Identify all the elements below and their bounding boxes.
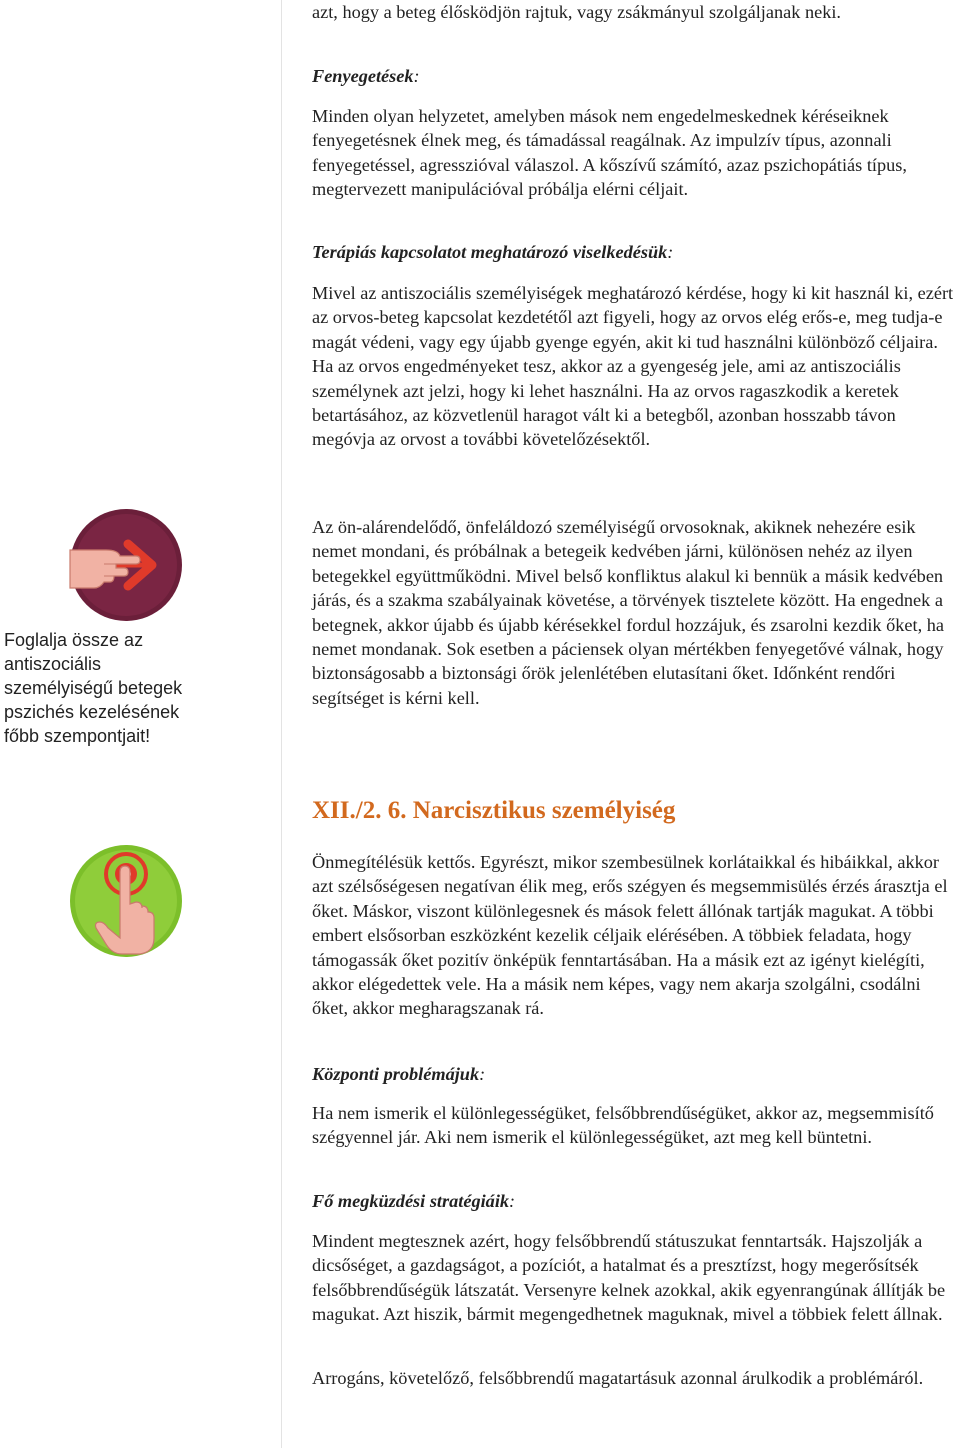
self-evaluation-paragraph: Önmegítélésük kettős. Egyrészt, mikor szembesülnek korlátaikkal és hibáikkal, akkor azt szélsőségesen negatívan élik meg, erős szégyen és megsemmisülés érzés árasztja el őket. Máskor, viszont különlegesnek és mások felett állónak tartják magukat. A többi embert elsősorban eszközként kezelik céljaik elérésében. A többiek feladata, hogy támogassák őket pozitív önképük fenntartásában. Ha a másik ezt az igényt kielégíti, akkor elégedettek vele. Ha a másik nem képes, vagy nem akarja szolgálni, csodálni őket, akkor megharagszanak rá. xyxy=(312,852,948,1019)
coping-label-text: Fő megküzdési stratégiáik xyxy=(312,1191,510,1211)
therapy-label xyxy=(312,240,673,264)
threats-paragraph: Minden olyan helyzetet, amelyben mások nem engedelmeskednek kéréseiknek fenyegetésnek élnek meg, és támadással reagálnak. Az impulzív típus, azonnali fenyegetéssel, agresszióval válaszol. A kőszívű számító, azaz pszichopátiás típus, megtervezett manipulációval próbálja elérni céljait. xyxy=(312,106,907,200)
therapy-label-text: Terápiás kapcsolatot meghatározó viselkedésük xyxy=(312,242,668,262)
column-divider xyxy=(281,0,282,1448)
central-problem-label xyxy=(312,1062,485,1086)
finger-press-icon xyxy=(66,842,186,960)
central-label-text: Központi problémájuk xyxy=(312,1064,480,1084)
intro-continuation: azt, hogy a beteg élősködjön rajtuk, vagy zsákmányul szolgáljanak neki. xyxy=(312,2,841,22)
therapy-paragraph: Mivel az antiszociális személyiségek meghatározó kérdése, hogy ki kit használ ki, ezért az orvos-beteg kapcsolat kezdetétől azt figyeli, hogy az orvos elég erős-e, meg tudja-e magát védeni, vagy egy újabb gyenge egyén, akit ki tud használni különböző céljaira. Ha az orvos engedményeket tesz, akkor az a gyengeség jele, ami az antiszociális személynek azt jelzi, hogy ki lehet használni. Ha az orvos ragaszkodik a keretek betartásához, az közvetlenül haragot vált ki a betegből, azonban hosszabb távon megóvja az orvost a további követelőzésektől. xyxy=(312,283,954,450)
task-prompt: Foglalja össze az antiszociális személyiségű betegek pszichés kezelésének főbb szempontjait! xyxy=(4,630,183,746)
hand-arrow-icon xyxy=(66,506,186,624)
central-problem-paragraph: Ha nem ismerik el különlegességüket, felsőbbrendűségüket, akkor az, megsemmisítő szégyennel jár. Aki nem ismerik el különlegességüket, azt meg kell büntetni. xyxy=(312,1103,934,1148)
therapy-colon: : xyxy=(667,242,674,262)
section-name: Narcisztikus személyiség xyxy=(412,797,676,824)
coping-label xyxy=(312,1189,515,1213)
coping-colon: : xyxy=(509,1191,516,1211)
threats-label-text: Fenyegetések xyxy=(312,66,414,86)
section-number: XII./2. 6. xyxy=(312,797,407,824)
arrogance-paragraph: Arrogáns, követelőző, felsőbbrendű magatartásuk azonnal árulkodik a problémáról. xyxy=(312,1368,924,1388)
coping-paragraph: Mindent megtesznek azért, hogy felsőbbrendű státuszukat fenntartsák. Hajszolják a dicsőséget, a gazdagságot, a pozíciót, a hatalmat és a presztízst, hogy megerősítsék felsőbbrendűségük látszatát. Versenyre kelnek azokkal, akik egyenrangúnak állítják be magukat. Azt hiszik, bármit megengedhetnek maguknak, mivel a többiek felett állnak. xyxy=(312,1231,946,1325)
central-colon: : xyxy=(479,1064,486,1084)
submissive-doctors-paragraph: Az ön-alárendelődő, önfeláldozó személyiségű orvosoknak, akiknek nehezére esik nemet mondani, és próbálnak a betegeik kedvében járni, különösen nehéz az ilyen betegekkel együttműködni. Mivel belső konfliktus alakul ki bennük a másik kedvében járás, és a szakma szabályainak követése, a törvények tisztelete között. Ha engednek a betegnek, akkor újabb és újabb kérésekkel fordul hozzájuk, és zsarolni kezdik őket, ha nemet mondanak. Sok esetben a páciensek olyan mértékben fenyegetővé válnak, hogy biztonságosabb a biztonsági őrök jelenlétében elutasítani őket. Időnként rendőri segítséget is kérni kell. xyxy=(312,517,944,708)
threats-label xyxy=(312,64,420,88)
threats-colon: : xyxy=(413,66,420,86)
section-title xyxy=(312,796,675,826)
